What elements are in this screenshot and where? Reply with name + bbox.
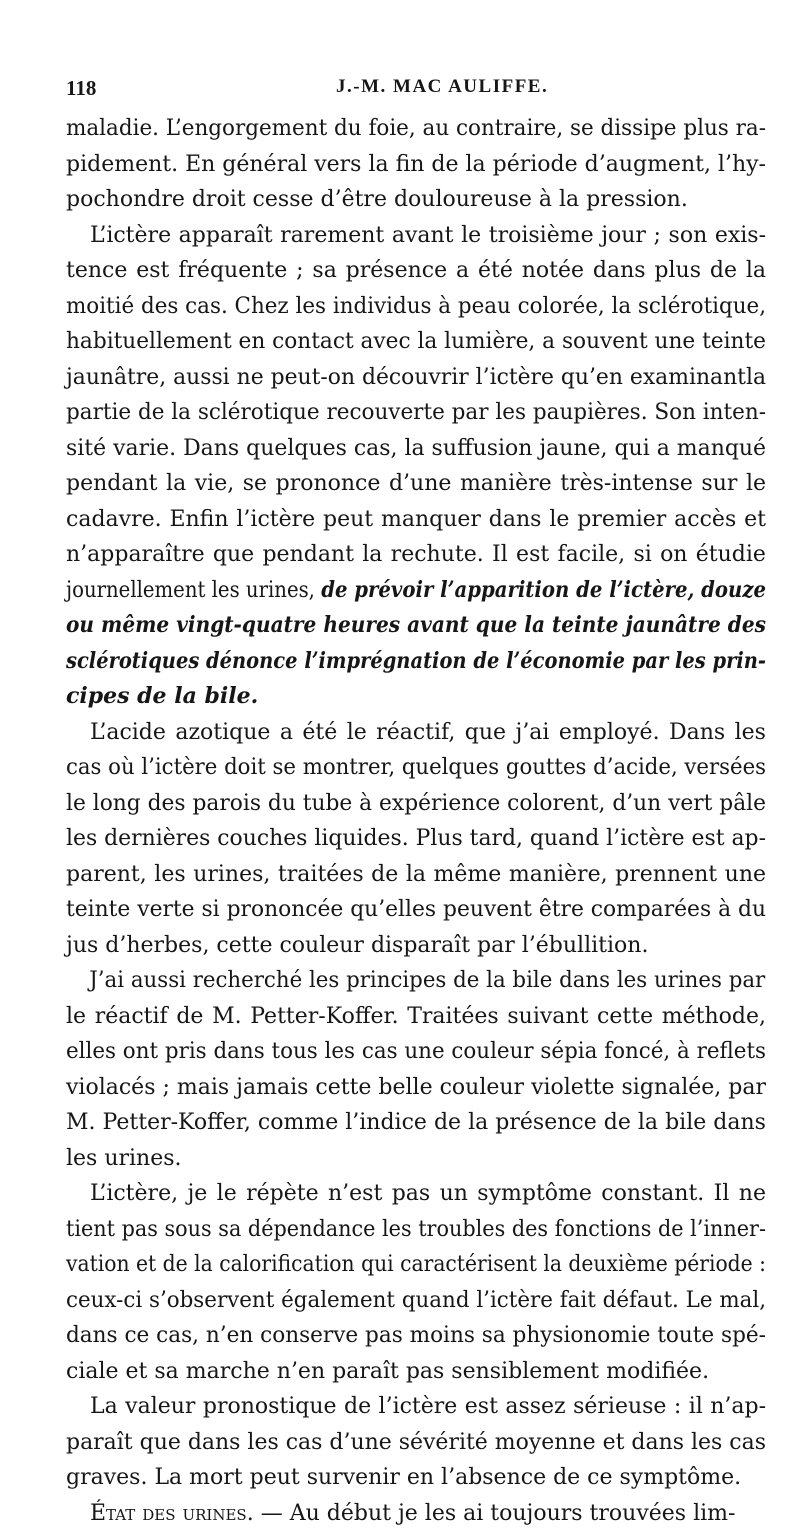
text-segment: paraît que dans les cas d’une sévérité moyenne et dans les cas xyxy=(66,1430,766,1455)
text-line xyxy=(66,395,750,431)
italic-text: cipes de la bile. xyxy=(66,683,258,709)
text-segment: ciale et sa marche n’en paraît pas sensiblement modifiée. xyxy=(66,1359,709,1384)
page-body xyxy=(66,111,766,1531)
text-line xyxy=(66,750,741,786)
text-segment: journellement les urines, xyxy=(66,578,321,603)
text-segment: elles ont pris dans tous les cas une couleur sépia foncé, à reflets xyxy=(66,1039,766,1064)
text-line xyxy=(66,253,766,289)
text-line xyxy=(66,999,766,1035)
italic-text: ou même vingt-quatre heures avant que la teinte jaunâtre des xyxy=(66,612,766,638)
text-segment: moitié des cas. Chez les individus à peau colorée, la sclérotique, xyxy=(66,294,766,319)
text-line xyxy=(66,892,760,928)
text-segment: tient pas sous sa dépendance les troubles des fonctions de l’inner- xyxy=(66,1217,766,1242)
text-segment: tence est fréquente ; sa présence a été notée dans plus de la xyxy=(66,258,766,283)
text-segment: habituellement en contact avec la lumière, a souvent une teinte xyxy=(66,329,766,354)
text-line xyxy=(66,679,766,715)
text-segment: n’apparaître que pendant la rechute. Il est facile, si on étudie xyxy=(66,542,766,567)
text-line xyxy=(66,928,766,964)
text-line xyxy=(66,786,758,822)
text-line xyxy=(66,1283,747,1319)
text-line xyxy=(66,1070,766,1106)
text-segment: parent, les urines, traitées de la même manière, prennent une xyxy=(66,862,766,887)
page-header xyxy=(66,76,720,102)
text-segment: pidement. En général vers la fin de la période d’augment, l’hy- xyxy=(66,152,766,177)
text-line xyxy=(66,963,744,999)
text-segment: graves. La mort peut survenir en l’absence de ce symptôme. xyxy=(66,1465,741,1490)
text-line xyxy=(66,573,692,609)
text-segment: maladie. L’engorgement du foie, au contraire, se dissipe plus ra- xyxy=(66,116,766,141)
text-segment: jus d’herbes, cette couleur disparaît par l’ébullition. xyxy=(66,933,648,958)
text-line xyxy=(66,502,766,538)
text-line xyxy=(66,289,748,325)
text-segment: dans ce cas, n’en conserve pas moins sa physionomie toute spé- xyxy=(66,1323,766,1348)
text-line xyxy=(66,1247,712,1283)
text-segment: cadavre. Enfin l’ictère peut manquer dans le premier accès et xyxy=(66,507,766,532)
text-segment: — Au début je les ai toujours trouvées lim- xyxy=(254,1501,736,1526)
text-segment: vation et de la calorification qui caractérisent la deuxième période : xyxy=(66,1252,766,1277)
text-segment: le long des parois du tube à expérience colorent, d’un vert pâle xyxy=(66,791,766,816)
italic-text: sclérotiques dénonce l’imprégnation de l’économie par les prin- xyxy=(66,648,766,674)
text-segment: pendant la vie, se prononce d’une manière très-intense sur le xyxy=(66,471,766,496)
text-segment: L’ictère, je le répète n’est pas un symptôme constant. Il ne xyxy=(90,1181,766,1206)
section-heading: État des urines. xyxy=(90,1501,254,1526)
text-line xyxy=(66,1212,727,1248)
text-line xyxy=(66,182,766,218)
text-segment: pochondre droit cesse d’être douloureuse à la pression. xyxy=(66,187,688,212)
text-line xyxy=(66,715,766,751)
text-line xyxy=(66,111,749,147)
running-head: J.-M. MAC AULIFFE. xyxy=(336,76,548,98)
text-segment: les urines. xyxy=(66,1146,182,1171)
text-line xyxy=(66,644,685,680)
text-line xyxy=(66,218,766,254)
text-line xyxy=(66,821,763,857)
text-segment: J’ai aussi recherché les principes de la bile dans les urines par xyxy=(89,968,765,993)
text-segment: teinte verte si prononcée qu’elles peuvent être comparées à du xyxy=(66,897,766,922)
text-line xyxy=(66,1460,766,1496)
text-line xyxy=(66,147,766,183)
text-line xyxy=(66,466,766,502)
text-segment: les dernières couches liquides. Plus tard, quand l’ictère est ap- xyxy=(66,826,766,851)
italic-text: de prévoir l’apparition de l’ictère, douze xyxy=(321,577,766,603)
text-line xyxy=(66,608,706,644)
text-line xyxy=(66,857,766,893)
text-segment: L’acide azotique a été le réactif, que j’ai employé. Dans les xyxy=(90,720,766,745)
page-number: 118 xyxy=(66,76,96,101)
text-segment: jaunâtre, aussi ne peut-on découvrir l’ictère qu’en examinantla xyxy=(66,365,766,390)
text-line xyxy=(66,1318,752,1354)
text-segment: cas où l’ictère doit se montrer, quelques gouttes d’acide, versées xyxy=(66,755,766,780)
text-segment: partie de la sclérotique recouverte par les paupières. Son inten- xyxy=(66,400,766,425)
text-segment: L’ictère apparaît rarement avant le troisième jour ; son exis- xyxy=(90,223,766,248)
text-line xyxy=(66,360,762,396)
text-line xyxy=(66,431,765,467)
text-segment: M. Petter-Koffer, comme l’indice de la présence de la bile dans xyxy=(66,1110,766,1135)
text-line xyxy=(66,1105,766,1141)
text-segment: violacés ; mais jamais cette belle couleur violette signalée, par xyxy=(66,1075,766,1100)
text-segment: sité varie. Dans quelques cas, la suffusion jaune, qui a manqué xyxy=(66,436,766,461)
text-line xyxy=(66,1389,766,1425)
text-line xyxy=(66,1141,766,1177)
text-line xyxy=(66,537,766,573)
text-line xyxy=(66,1425,765,1461)
text-segment: La valeur pronostique de l’ictère est assez sérieuse : il n’ap- xyxy=(90,1394,766,1419)
text-line xyxy=(66,1176,766,1212)
text-line xyxy=(66,1034,747,1070)
text-line xyxy=(66,324,755,360)
text-line xyxy=(66,1496,766,1531)
text-segment: ceux-ci s’observent également quand l’ictère fait défaut. Le mal, xyxy=(66,1288,766,1313)
text-line xyxy=(66,1354,766,1390)
text-segment: le réactif de M. Petter-Koffer. Traitées suivant cette méthode, xyxy=(66,1004,766,1029)
